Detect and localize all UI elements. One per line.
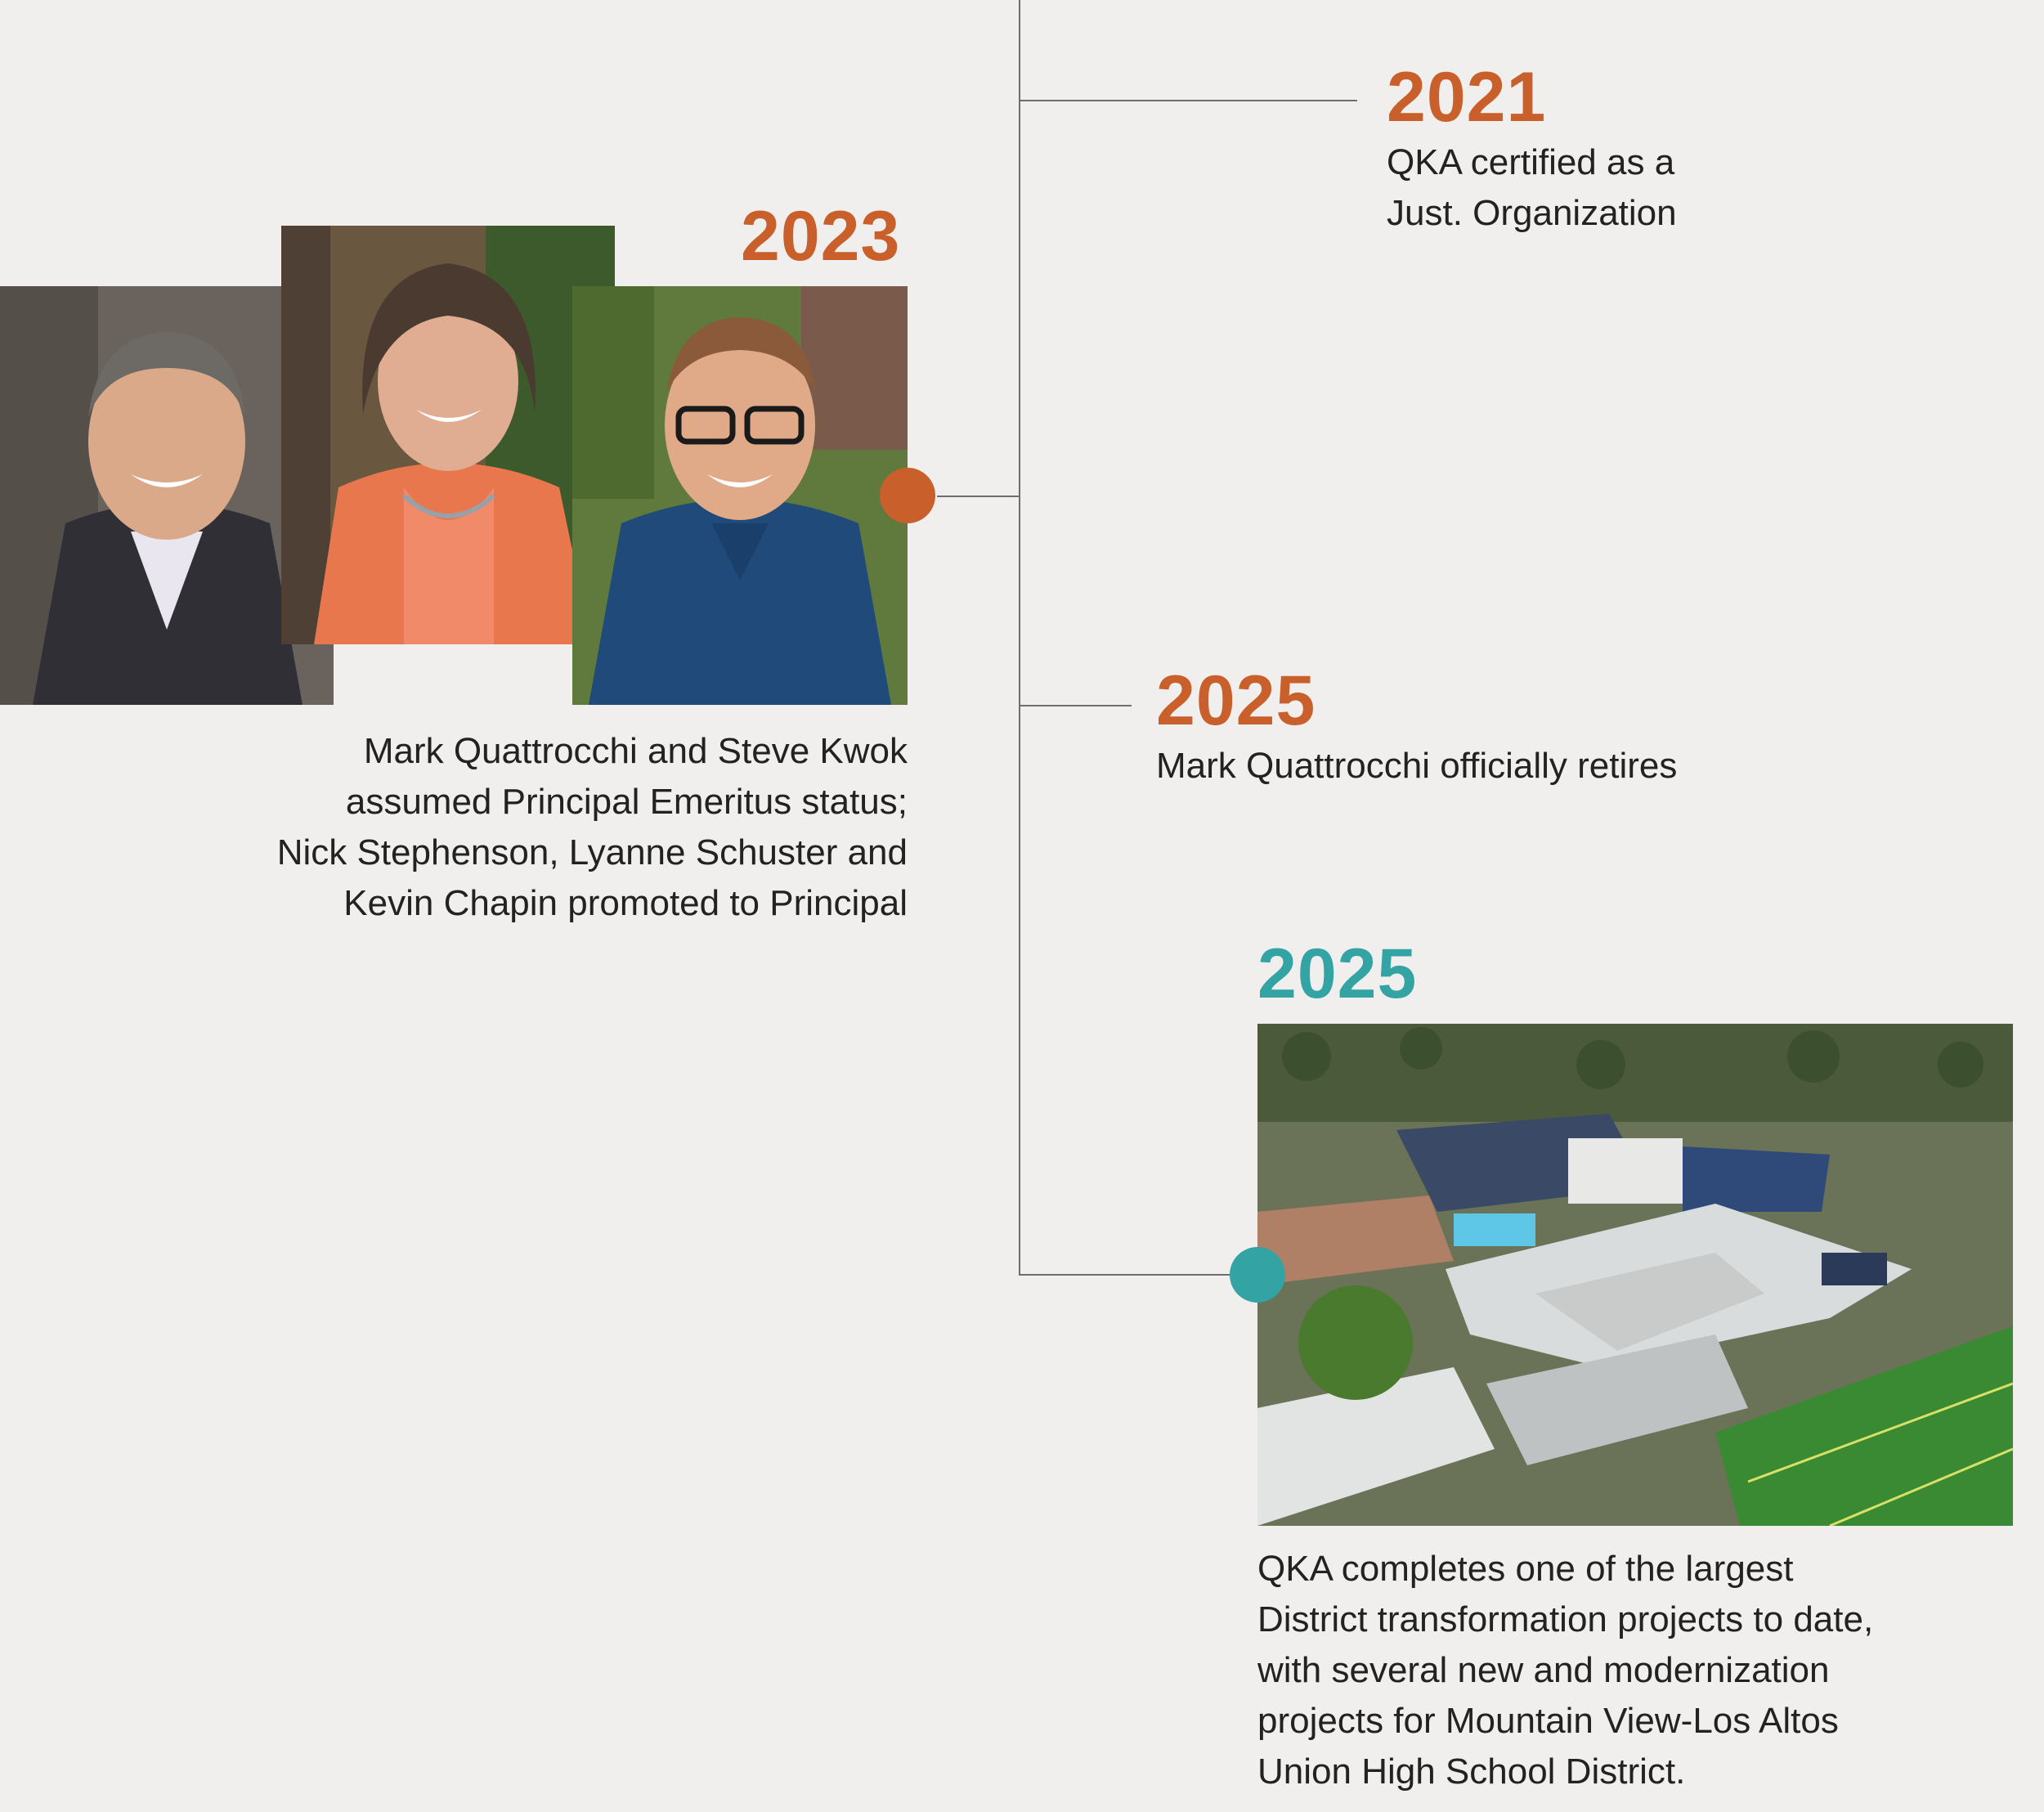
event-2025-project-line-2: District transformation projects to date, xyxy=(1257,1599,1874,1639)
timeline-dot-2023 xyxy=(880,468,935,523)
event-2025-retire-text xyxy=(1156,741,1677,792)
event-2023-line-1: Mark Quattrocchi and Steve Kwok xyxy=(363,731,908,771)
event-2025-project-line-4: projects for Mountain View-Los Altos xyxy=(1257,1701,1839,1741)
year-2025-project: 2025 xyxy=(1257,935,1418,1013)
timeline-dot-2025-project xyxy=(1230,1247,1285,1303)
event-2023-line-3: Nick Stephenson, Lyanne Schuster and xyxy=(276,832,908,872)
event-2025-project-text xyxy=(1257,1544,2026,1797)
event-2023-text xyxy=(164,726,908,929)
aerial-school-campus xyxy=(1257,1024,2013,1526)
event-2025-project-line-3: with several new and modernization xyxy=(1257,1650,1830,1690)
connector-2023 xyxy=(937,496,1019,497)
connector-2025-retire xyxy=(1019,705,1132,706)
timeline-spine xyxy=(1019,0,1020,1276)
event-2025-project-line-1: QKA completes one of the largest xyxy=(1257,1549,1794,1589)
portrait-woman-orange xyxy=(281,226,615,644)
year-2021: 2021 xyxy=(1387,58,1547,137)
event-2021-text xyxy=(1387,137,1677,239)
event-2023-line-4: Kevin Chapin promoted to Principal xyxy=(343,883,908,923)
year-2025-retire: 2025 xyxy=(1156,662,1316,740)
connector-2021 xyxy=(1019,100,1357,101)
portrait-man-glasses xyxy=(572,286,908,705)
year-2023: 2023 xyxy=(741,197,901,276)
event-2023-line-2: assumed Principal Emeritus status; xyxy=(345,782,908,822)
event-2025-retire-line-1: Mark Quattrocchi officially retires xyxy=(1156,746,1678,786)
event-2021-line-1: QKA certified as a xyxy=(1387,142,1675,182)
connector-2025-project xyxy=(1019,1274,1264,1276)
event-2025-project-line-5: Union High School District. xyxy=(1257,1751,1686,1792)
event-2021-line-2: Just. Organization xyxy=(1387,193,1677,233)
